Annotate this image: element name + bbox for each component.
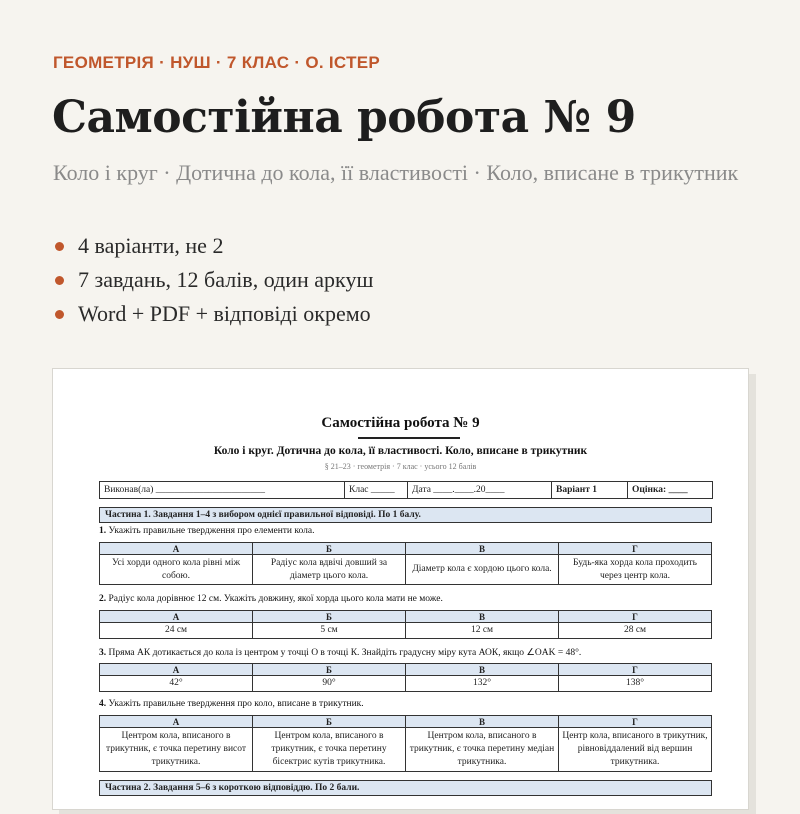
variant-field: Варіант 1 bbox=[552, 482, 628, 499]
bullet-dot-icon bbox=[55, 242, 64, 251]
option-cell: 90° bbox=[253, 676, 406, 692]
feature-item: 7 завдань, 12 балів, один аркуш bbox=[53, 266, 373, 300]
question-1: 1. Укажіть правильне твердження про елементи кола. bbox=[99, 526, 315, 536]
option-cell: 138° bbox=[559, 676, 712, 692]
option-header: В bbox=[406, 543, 559, 555]
worksheet-preview bbox=[52, 368, 749, 810]
student-info-table bbox=[99, 481, 713, 499]
question-4: 4. Укажіть правильне твердження про коло, вписане в трикутник. bbox=[99, 699, 364, 709]
option-header: А bbox=[100, 664, 253, 676]
option-header: Б bbox=[253, 664, 406, 676]
question-2: 2. Радіус кола дорівнює 12 см. Укажіть довжину, якої хорда цього кола мати не може. bbox=[99, 594, 443, 604]
bullet-dot-icon bbox=[55, 310, 64, 319]
option-cell: Радіус кола вдвічі довший за діаметр цього кола. bbox=[253, 555, 406, 585]
option-header: А bbox=[100, 543, 253, 555]
option-cell: Діаметр кола є хордою цього кола. bbox=[406, 555, 559, 585]
option-cell: Усі хорди одного кола рівні між собою. bbox=[100, 555, 253, 585]
date-field: Дата ____.____.20____ bbox=[408, 482, 552, 499]
class-field: Клас _____ bbox=[345, 482, 408, 499]
feature-item: Word + PDF + відповіді окремо bbox=[53, 300, 373, 334]
option-cell: 42° bbox=[100, 676, 253, 692]
page-title: Самостійна робота № 9 bbox=[52, 92, 636, 143]
part1-header: Частина 1. Завдання 1–4 з вибором однієї правильної відповіді. По 1 балу. bbox=[99, 507, 712, 523]
option-header: Б bbox=[253, 611, 406, 623]
question-3: 3. Пряма АК дотикається до кола із центром у точці О в точці К. Знайдіть градусну міру кута АОК, якщо ∠OAK = 48°. bbox=[99, 648, 582, 658]
question-2-options bbox=[99, 610, 712, 639]
option-header: Г bbox=[559, 664, 712, 676]
option-cell: 24 см bbox=[100, 623, 253, 639]
option-header: Б bbox=[253, 716, 406, 728]
option-cell: 5 см bbox=[253, 623, 406, 639]
option-header: Г bbox=[559, 716, 712, 728]
option-cell: Центром кола, вписаного в трикутник, є точка перетину бісектрис кутів трикутника. bbox=[253, 728, 406, 772]
option-cell: Центром кола, вписаного в трикутник, є точка перетину висот трикутника. bbox=[100, 728, 253, 772]
grade-field: Оцінка: ____ bbox=[628, 482, 713, 499]
option-cell: 12 см bbox=[406, 623, 559, 639]
bullet-dot-icon bbox=[55, 276, 64, 285]
sheet-subtitle: Коло і круг. Дотична до кола, її властивості. Коло, вписане в трикутник bbox=[213, 445, 588, 457]
option-header: Г bbox=[559, 611, 712, 623]
feature-list bbox=[53, 232, 373, 334]
question-4-options bbox=[99, 715, 712, 772]
subject-kicker: ГЕОМЕТРІЯ · НУШ · 7 КЛАС · О. ІСТЕР bbox=[53, 53, 381, 72]
question-3-options bbox=[99, 663, 712, 692]
option-header: А bbox=[100, 716, 253, 728]
page-subtitle: Коло і круг · Дотична до кола, її властивості · Коло, вписане в трикутник bbox=[53, 160, 739, 185]
option-header: В bbox=[406, 664, 559, 676]
option-cell: Центр кола, вписаного в трикутник, рівновіддалений від вершин трикутника. bbox=[559, 728, 712, 772]
option-header: Г bbox=[559, 543, 712, 555]
sheet-title-underline bbox=[358, 437, 460, 439]
feature-item: 4 варіанти, не 2 bbox=[53, 232, 373, 266]
question-1-options bbox=[99, 542, 712, 585]
sheet-title: Самостійна робота № 9 bbox=[321, 415, 480, 431]
option-cell: 132° bbox=[406, 676, 559, 692]
part2-header: Частина 2. Завдання 5–6 з короткою відповіддю. По 2 бали. bbox=[99, 780, 712, 796]
option-header: Б bbox=[253, 543, 406, 555]
sheet-meta: § 21–23 · геометрія · 7 клас · усього 12 балів bbox=[324, 462, 477, 471]
option-header: А bbox=[100, 611, 253, 623]
option-header: В bbox=[406, 716, 559, 728]
option-header: В bbox=[406, 611, 559, 623]
option-cell: 28 см bbox=[559, 623, 712, 639]
option-cell: Центром кола, вписаного в трикутник, є точка перетину медіан трикутника. bbox=[406, 728, 559, 772]
name-field: Виконав(ла) _______________________ bbox=[100, 482, 345, 499]
option-cell: Будь-яка хорда кола проходить через центр кола. bbox=[559, 555, 712, 585]
